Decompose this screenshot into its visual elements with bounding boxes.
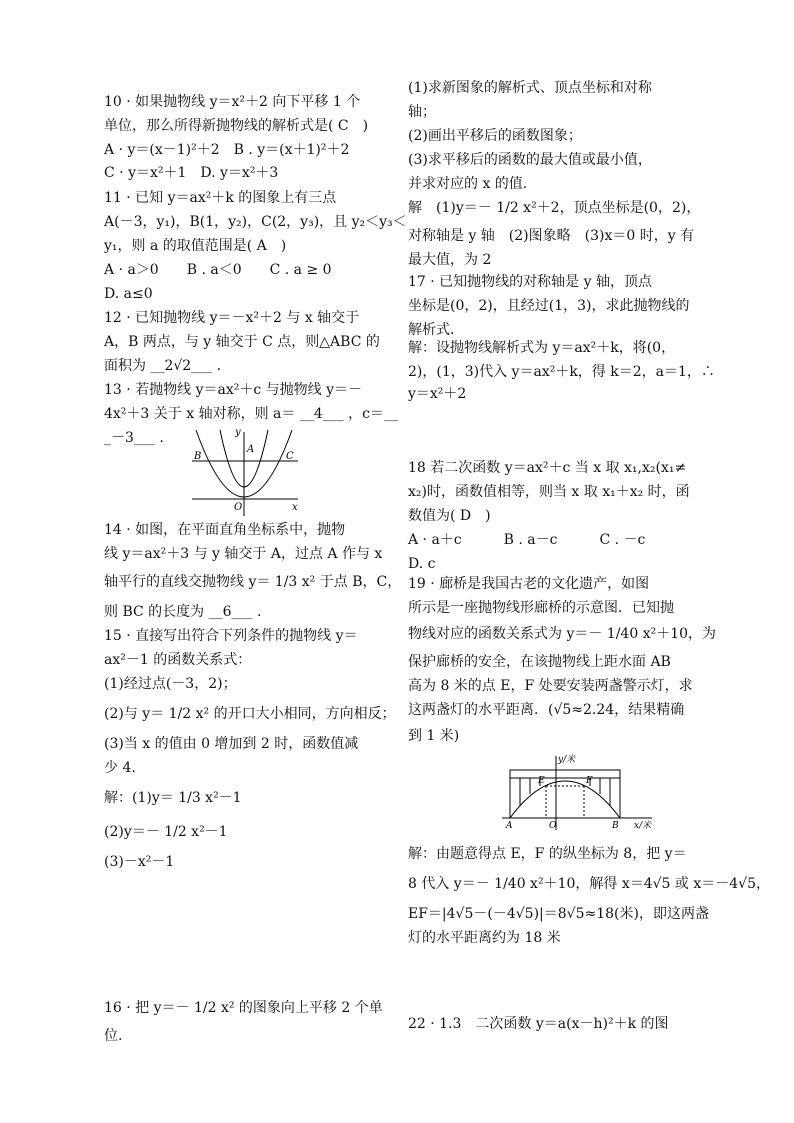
q10-line-2: 单位，那么所得新抛物线的解析式是( C ) (104, 118, 369, 134)
q16-line-2: 位. (104, 1028, 123, 1044)
q15-answer-3: (3)－x²－1 (104, 854, 175, 870)
q15-line-3: (1)经过点(－3，2)； (104, 676, 237, 692)
q12-line-2: A，B 两点，与 y 轴交于 C 点，则△ABC 的 (104, 334, 380, 350)
q14-line-4: 则 BC 的长度为 __6___ . (104, 604, 262, 620)
q17-answer-3: y＝x²＋2 (408, 386, 467, 402)
q14-line-3: 轴平行的直线交抛物线 y＝ 1/3 x² 于点 B，C， (104, 574, 402, 590)
q17-line-1: 17 · 已知抛物线的对称轴是 y 轴，顶点 (408, 274, 652, 290)
q19-line-6: 这两盏灯的水平距离．(√5≈2.24，结果精确 (408, 702, 685, 718)
q16-line-1: 16 · 把 y＝－ 1/2 x² 的图象向上平移 2 个单 (104, 1000, 383, 1016)
q19-line-7: 到 1 米) (408, 728, 460, 744)
q12-line-3: 面积为 __2√2___ . (104, 358, 222, 374)
q19-line-4: 保护廊桥的安全，在该抛物线上距水面 AB (408, 654, 671, 670)
bridge-frame (510, 770, 620, 818)
q16-cont-1: (1)求新图象的解析式、顶点坐标和对称 (408, 80, 652, 96)
q13-line-1: 13 · 若抛物线 y＝ax²＋c 与抛物线 y＝－ (104, 382, 363, 398)
q19-line-1: 19 · 廊桥是我国古老的文化遗产，如图 (408, 576, 650, 592)
label-b: B (612, 821, 619, 831)
q17-line-3: 解析式. (408, 322, 455, 338)
q16-cont-5: 并求对应的 x 的值. (408, 176, 528, 192)
label-o: O (549, 821, 557, 831)
q18-line-1: 18 若二次函数 y＝ax²＋c 当 x 取 x₁,x₂(x₁≠ (408, 460, 687, 476)
q12-line-1: 12 · 已知抛物线 y＝－x²＋2 与 x 轴交于 (104, 310, 360, 326)
q18-line-3: 数值为( D ) (408, 508, 491, 524)
q15-line-1: 15 · 直接写出符合下列条件的抛物线 y＝ (104, 628, 358, 644)
q11-line-5: D. a≤0 (104, 286, 153, 302)
q16-answer-3: 最大值，为 2 (408, 252, 492, 268)
q15-line-5: (3)当 x 的值由 0 增加到 2 时，函数值减 (104, 736, 359, 752)
q19-answer-1: 解：由题意得点 E，F 的纵坐标为 8，把 y＝ (408, 846, 687, 862)
q10-line-3: A · y＝(x－1)²＋2 B . y＝(x＋1)²＋2 (104, 142, 350, 158)
q19-line-5: 高为 8 米的点 E，F 处要安装两盏警示灯，求 (408, 678, 693, 694)
label-b: B (194, 451, 202, 462)
label-x: x (292, 502, 298, 513)
q17-line-2: 坐标是(0，2)，且经过(1，3)，求此抛物线的 (408, 298, 690, 314)
q19-answer-3: EF＝|4√5－(－4√5)|＝8√5≈18(米)，即这两盏 (408, 906, 709, 922)
q13-line-3: _－3___ . (104, 430, 164, 446)
q14-line-1: 14 · 如图，在平面直角坐标系中，抛物 (104, 522, 346, 538)
q19-bridge-graph (500, 752, 664, 832)
q15-answer-2: (2)y＝－ 1/2 x²－1 (104, 824, 228, 840)
bridge-arch (510, 781, 620, 818)
label-y: y (235, 427, 241, 438)
q19-answer-4: 灯的水平距离约为 18 米 (408, 930, 561, 946)
q17-answer-2: 2)，(1，3)代入 y＝ax²＋k，得 k＝2，a＝1，∴ (408, 364, 715, 380)
label-a: A (506, 821, 513, 831)
q19-line-3: 物线对应的函数关系式为 y＝－ 1/40 x²＋10，为 (408, 626, 717, 642)
q17-answer-1: 解：设抛物线解析式为 y＝ax²＋k，将(0， (408, 340, 676, 356)
q10-line-1: 10 · 如果抛物线 y＝x²＋2 向下平移 1 个 (104, 94, 361, 110)
label-e: E (538, 776, 545, 786)
q10-line-4: C · y＝x²＋1 D. y＝x²＋3 (104, 165, 279, 181)
q16-cont-4: (3)求平移后的函数的最大值或最小值， (408, 152, 652, 168)
q15-line-6: 少 4. (104, 760, 136, 776)
q18-line-4: A · a＋c B . a－c C . －c (408, 532, 646, 548)
q15-answer-1: 解：(1)y＝ 1/3 x²－1 (104, 790, 242, 806)
q11-line-4: A · a＞0 B . a＜0 C . a ≥ 0 (104, 262, 332, 278)
q15-line-2: ax²－1 的函数关系式： (104, 652, 252, 668)
q16-cont-3: (2)画出平移后的函数图象； (408, 128, 582, 144)
q14-line-2: 线 y＝ax²＋3 与 y 轴交于 A，过点 A 作与 x (104, 546, 383, 562)
label-o: O (234, 502, 243, 513)
label-c: C (286, 451, 294, 462)
q15-line-4: (2)与 y＝ 1/2 x² 的开口大小相同，方向相反； (104, 706, 396, 722)
q16-answer-2: 对称轴是 y 轴 (2)图象略 (3)x＝0 时，y 有 (408, 228, 695, 244)
label-y: y/米 (558, 755, 576, 765)
q11-line-3: y₁，则 a 的取值范围是( A ) (104, 238, 287, 254)
q18-line-2: x₂)时，函数值相等，则当 x 取 x₁＋x₂ 时，函 (408, 484, 690, 500)
q18-line-5: D. c (408, 556, 436, 572)
q14-graph (188, 424, 308, 518)
q11-line-2: A(－3，y₁)，B(1，y₂)，C(2，y₃)，且 y₂＜y₃＜ (104, 214, 407, 230)
section-footer: 22 · 1.3 二次函数 y＝a(x－h)²＋k 的图 (408, 1016, 669, 1032)
label-f: F (586, 776, 593, 786)
q16-cont-2: 轴； (408, 104, 436, 120)
q19-line-2: 所示是一座抛物线形廊桥的示意图．已知抛 (408, 600, 674, 616)
q13-line-2: 4x²＋3 关于 x 轴对称，则 a＝ __4___ ，c＝__ (104, 406, 399, 422)
q11-line-1: 11 · 已知 y＝ax²＋k 的图象上有三点 (104, 190, 337, 206)
q16-answer-1: 解 (1)y＝－ 1/2 x²＋2，顶点坐标是(0，2)， (408, 200, 701, 216)
q19-answer-2: 8 代入 y＝－ 1/40 x²＋10，解得 x＝4√5 或 x＝－4√5， (408, 876, 770, 892)
label-x: x/米 (634, 821, 652, 831)
label-a: A (247, 444, 255, 455)
